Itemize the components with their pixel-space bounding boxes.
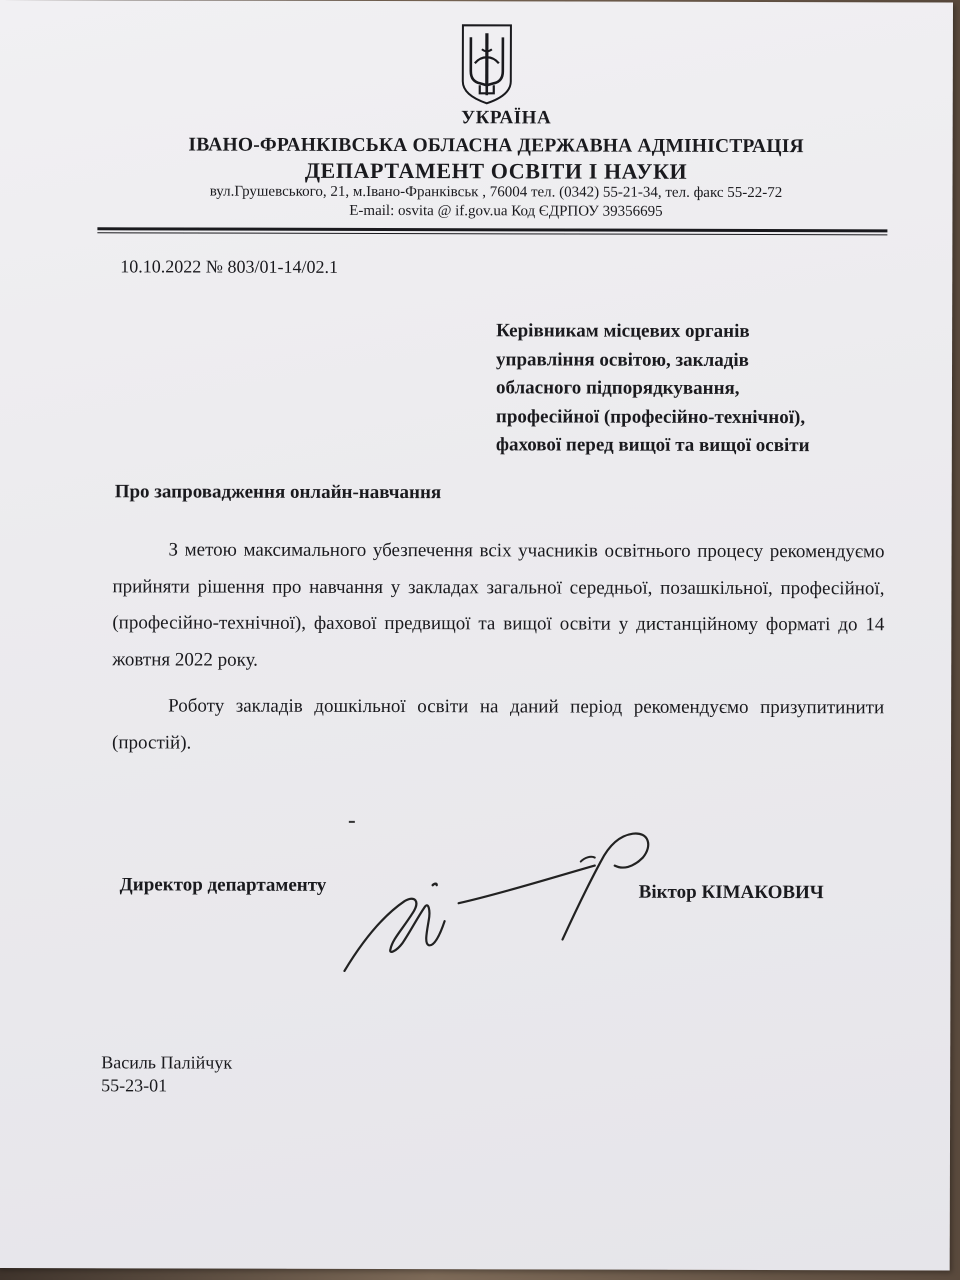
signatory-title: Директор департаменту: [119, 874, 327, 896]
body-paragraph-text: З метою максимального убезпечення всіх учасників освітнього процесу рекомендуємо прийняти рішення про навчання у закладах загальної середньої, позашкільної, професійної, (професійно-технічної), фахової предвищої та вищої освіти у дистанційному форматі до 14 жовтня 2022 року.: [112, 539, 885, 671]
department-name: ДЕПАРТАМЕНТ ОСВІТИ І НАУКИ: [304, 157, 688, 184]
addressee-line: фахової перед вищої та вищої освіти: [495, 434, 810, 457]
signatory-name: Віктор КІМАКОВИЧ: [638, 881, 824, 904]
handwritten-signature: [332, 821, 662, 982]
trident-coat-of-arms-icon: [460, 23, 514, 105]
addressee-line: управління освітою, закладів: [496, 348, 749, 371]
addressee-line: обласного підпорядкування,: [495, 377, 740, 399]
header-divider-thin: [97, 232, 887, 235]
header-divider-thick: [97, 227, 887, 232]
country-name: УКРАЇНА: [461, 107, 552, 129]
address-line: вул.Грушевського, 21, м.Івано-Франківськ , 76004 тел. (0342) 55-21-34, тел. факс 55-22-72: [209, 183, 783, 202]
body-paragraph-text: Роботу закладів дошкільної освіти на даний період рекомендуємо призупитинити (простій).: [112, 695, 885, 754]
executor-phone: 55-23-01: [101, 1075, 168, 1096]
executor-name: Василь Палійчук: [101, 1052, 233, 1073]
body-paragraph: [112, 532, 884, 680]
executor-block: [101, 1051, 232, 1097]
addressee-block: [496, 317, 906, 461]
administration-name: ІВАНО-ФРАНКІВСЬКА ОБЛАСНА ДЕРЖАВНА АДМІНІСТРАЦІЯ: [188, 134, 804, 158]
email-line: E-mail: osvita @ if.gov.ua Код ЄДРПОУ 39356695: [349, 202, 663, 220]
addressee-line: професійної (професійно-технічної),: [495, 405, 806, 428]
body-paragraph: [112, 688, 884, 763]
addressee-line: Керівникам місцевих органів: [496, 320, 750, 342]
registration-number: 10.10.2022 № 803/01-14/02.1: [120, 256, 339, 277]
letter-subject: Про запровадження онлайн-навчання: [114, 481, 442, 504]
